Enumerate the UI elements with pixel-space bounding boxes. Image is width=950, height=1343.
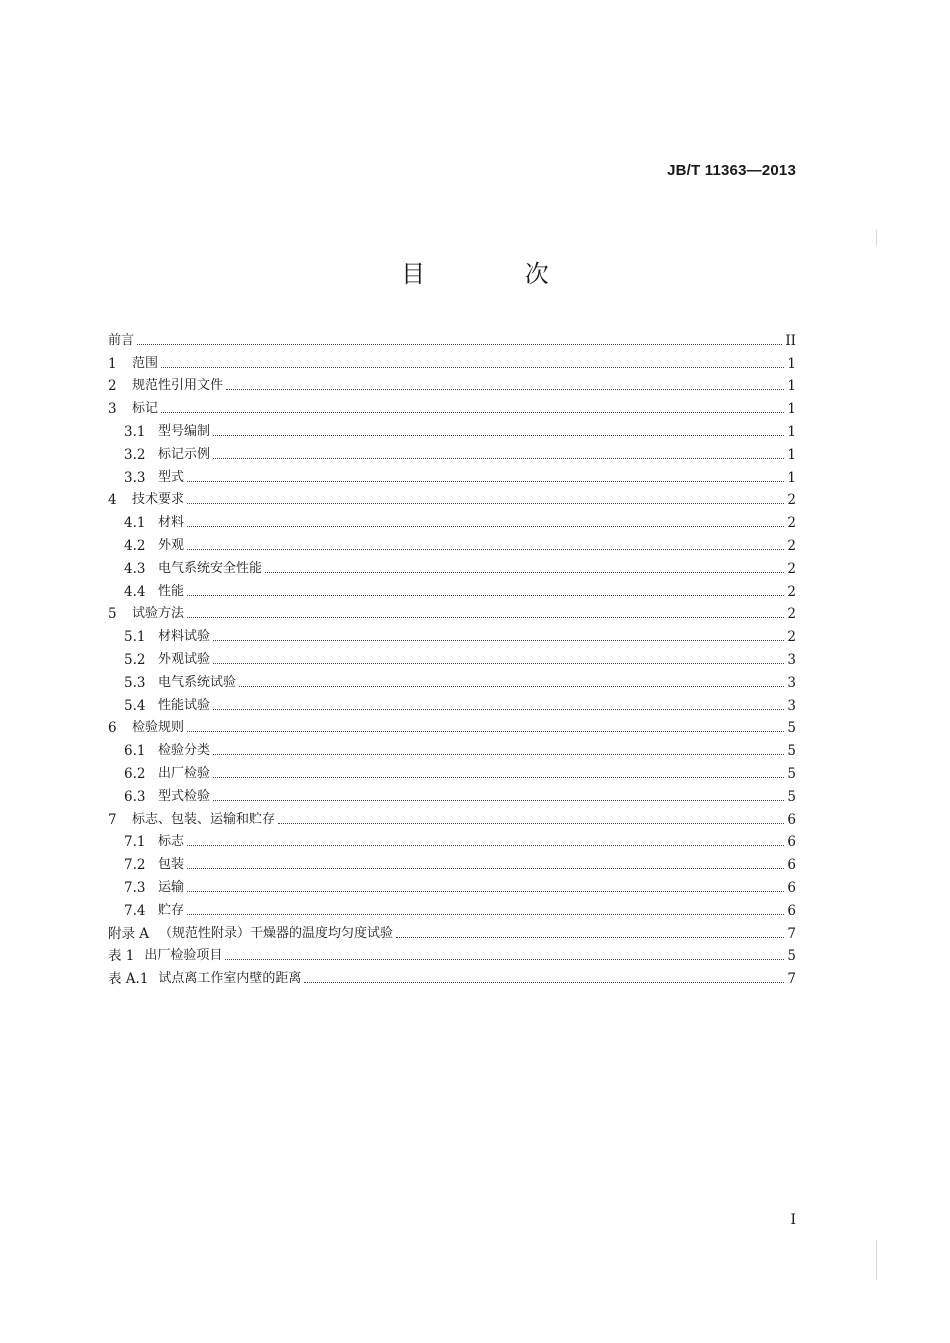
toc-entry-page: 2	[787, 560, 796, 577]
toc-entry-number: 5.4	[124, 697, 146, 714]
toc-entry[interactable]	[108, 714, 796, 737]
toc-entry-number: 2	[108, 378, 117, 395]
toc-entry-title: （规范性附录）干燥器的温度均匀度试验	[159, 925, 394, 941]
toc-entry-title: 性能试验	[158, 697, 211, 713]
toc-entry[interactable]	[108, 942, 796, 965]
toc-entry[interactable]	[108, 463, 796, 486]
toc-entry[interactable]	[108, 896, 796, 919]
toc-entry-title: 标记	[132, 401, 159, 417]
toc-dot-leader	[187, 549, 784, 550]
toc-entry-number: 4.4	[124, 583, 146, 600]
toc-entry-number: 3.3	[124, 469, 146, 486]
toc-entry-number: 6.1	[124, 743, 146, 760]
toc-dot-leader	[187, 503, 784, 504]
toc-entry-title: 检验规则	[132, 720, 185, 736]
toc-entry[interactable]	[108, 759, 796, 782]
toc-entry-title: 检验分类	[158, 743, 211, 759]
toc-entry-title: 运输	[158, 879, 185, 895]
toc-entry-page: 6	[787, 857, 796, 874]
toc-entry[interactable]	[108, 531, 796, 554]
toc-entry[interactable]	[108, 577, 796, 600]
toc-dot-leader	[278, 823, 784, 824]
toc-entry-title: 电气系统安全性能	[158, 560, 263, 576]
toc-entry[interactable]	[108, 600, 796, 623]
toc-entry-number: 7.1	[124, 834, 146, 851]
toc-entry-page: 6	[787, 879, 796, 896]
toc-entry-page: 1	[787, 401, 796, 418]
toc-entry-title: 型号编制	[158, 423, 211, 439]
toc-dot-leader	[213, 435, 784, 436]
toc-entry[interactable]	[108, 919, 796, 942]
scan-edge-mark	[876, 230, 877, 246]
toc-entry-title: 范围	[132, 355, 159, 371]
toc-dot-leader	[396, 937, 784, 938]
toc-dot-leader	[213, 458, 784, 459]
toc-entry-page: 6	[787, 902, 796, 919]
toc-entry[interactable]	[108, 554, 796, 577]
toc-entry-page: 5	[787, 743, 796, 760]
toc-entry[interactable]	[108, 782, 796, 805]
toc-entry[interactable]	[108, 372, 796, 395]
toc-dot-leader	[213, 640, 784, 641]
toc-dot-leader	[213, 709, 784, 710]
toc-entry-title: 试验方法	[132, 606, 185, 622]
toc-dot-leader	[187, 914, 784, 915]
toc-entry-page: 2	[787, 537, 796, 554]
toc-entry-number: 4.3	[124, 560, 146, 577]
toc-entry-number: 5.1	[124, 629, 146, 646]
toc-entry-title: 前言	[108, 332, 135, 348]
toc-entry-number: 7.3	[124, 879, 146, 896]
toc-entry-number: 1	[108, 355, 117, 372]
toc-dot-leader	[213, 663, 784, 664]
toc-dot-leader	[226, 389, 784, 390]
toc-entry[interactable]	[108, 828, 796, 851]
toc-entry-page: 5	[787, 948, 796, 965]
toc-entry-title: 型式	[158, 469, 185, 485]
toc-dot-leader	[304, 982, 784, 983]
toc-entry-title: 出厂检验项目	[144, 948, 223, 964]
toc-entry-page: 5	[787, 788, 796, 805]
toc-entry-title: 外观	[158, 537, 185, 553]
page-number: I	[790, 1212, 796, 1228]
toc-entry-page: 7	[787, 925, 796, 942]
toc-entry-page: 1	[787, 446, 796, 463]
toc-entry-number: 7	[108, 811, 117, 828]
document-code: JB/T 11363—2013	[667, 162, 796, 179]
toc-entry-number: 3.1	[124, 423, 146, 440]
toc-entry-title: 包装	[158, 857, 185, 873]
toc-entry-number: 5.3	[124, 674, 146, 691]
toc-entry-title: 贮存	[158, 902, 185, 918]
toc-entry-number: 6	[108, 720, 117, 737]
toc-dot-leader	[187, 868, 784, 869]
toc-dot-leader	[265, 572, 784, 573]
toc-entry[interactable]	[108, 440, 796, 463]
toc-entry-page: 6	[787, 811, 796, 828]
toc-entry-title: 型式检验	[158, 788, 211, 804]
toc-dot-leader	[213, 800, 784, 801]
toc-entry-title: 规范性引用文件	[132, 378, 224, 394]
toc-entry-page: 5	[787, 720, 796, 737]
toc-entry-title: 标志、包装、运输和贮存	[132, 811, 276, 827]
toc-entry-title: 材料试验	[158, 629, 211, 645]
toc-entry[interactable]	[108, 691, 796, 714]
toc-entry-number: 7.4	[124, 902, 146, 919]
toc-entry-number: 7.2	[124, 857, 146, 874]
toc-entry-title: 出厂检验	[158, 765, 211, 781]
toc-entry-title: 试点离工作室内壁的距离	[158, 971, 302, 987]
table-of-contents	[108, 326, 796, 987]
toc-entry-page: 5	[787, 765, 796, 782]
toc-entry-title: 标志	[158, 834, 185, 850]
toc-entry[interactable]	[108, 486, 796, 509]
toc-entry-number: 6.2	[124, 765, 146, 782]
toc-dot-leader	[161, 367, 784, 368]
toc-dot-leader	[213, 754, 784, 755]
toc-dot-leader	[187, 595, 784, 596]
toc-entry[interactable]	[108, 349, 796, 372]
scan-edge-mark	[876, 1240, 877, 1280]
toc-entry-page: 2	[787, 515, 796, 532]
toc-entry-number: 4	[108, 492, 117, 509]
toc-dot-leader	[187, 481, 784, 482]
toc-entry[interactable]	[108, 736, 796, 759]
toc-entry-page: 3	[787, 697, 796, 714]
toc-dot-leader	[187, 845, 784, 846]
toc-entry-title: 电气系统试验	[158, 674, 237, 690]
toc-entry-title: 材料	[158, 515, 185, 531]
toc-entry-page: 7	[787, 971, 796, 988]
toc-dot-leader	[213, 777, 784, 778]
toc-entry[interactable]	[108, 805, 796, 828]
page-title: 目 次	[401, 260, 595, 288]
toc-dot-leader	[161, 412, 784, 413]
toc-entry-number: 表 A.1	[108, 971, 149, 988]
toc-entry[interactable]	[108, 417, 796, 440]
toc-entry-page: 3	[787, 651, 796, 668]
toc-entry[interactable]	[108, 326, 796, 349]
toc-dot-leader	[187, 617, 784, 618]
toc-entry[interactable]	[108, 668, 796, 691]
toc-entry-title: 技术要求	[132, 492, 185, 508]
toc-entry-page: 2	[787, 629, 796, 646]
toc-entry-page: 1	[787, 378, 796, 395]
toc-entry[interactable]	[108, 850, 796, 873]
toc-entry[interactable]	[108, 394, 796, 417]
toc-entry-page: II	[785, 332, 796, 349]
toc-entry-page: 1	[787, 355, 796, 372]
toc-entry-number: 3	[108, 401, 117, 418]
toc-entry-title: 标记示例	[158, 446, 211, 462]
toc-dot-leader	[239, 686, 784, 687]
toc-entry[interactable]	[108, 964, 796, 987]
toc-entry[interactable]	[108, 508, 796, 531]
toc-dot-leader	[187, 891, 784, 892]
toc-dot-leader	[187, 731, 784, 732]
toc-entry-page: 2	[787, 583, 796, 600]
toc-entry-number: 5	[108, 606, 117, 623]
toc-entry-page: 2	[787, 606, 796, 623]
toc-dot-leader	[225, 959, 784, 960]
toc-entry-number: 表 1	[108, 948, 135, 965]
toc-entry-page: 6	[787, 834, 796, 851]
toc-entry-number: 3.2	[124, 446, 146, 463]
toc-entry-page: 1	[787, 423, 796, 440]
toc-dot-leader	[137, 344, 782, 345]
toc-dot-leader	[187, 526, 784, 527]
toc-entry-number: 5.2	[124, 651, 146, 668]
toc-entry-page: 2	[787, 492, 796, 509]
toc-entry-title: 外观试验	[158, 651, 211, 667]
toc-entry[interactable]	[108, 622, 796, 645]
toc-entry[interactable]	[108, 645, 796, 668]
toc-entry-number: 附录 A	[108, 925, 150, 942]
toc-entry-number: 4.2	[124, 537, 146, 554]
toc-entry-page: 3	[787, 674, 796, 691]
toc-entry-number: 6.3	[124, 788, 146, 805]
toc-entry-page: 1	[787, 469, 796, 486]
toc-entry-title: 性能	[158, 583, 185, 599]
toc-entry[interactable]	[108, 873, 796, 896]
toc-entry-number: 4.1	[124, 515, 146, 532]
